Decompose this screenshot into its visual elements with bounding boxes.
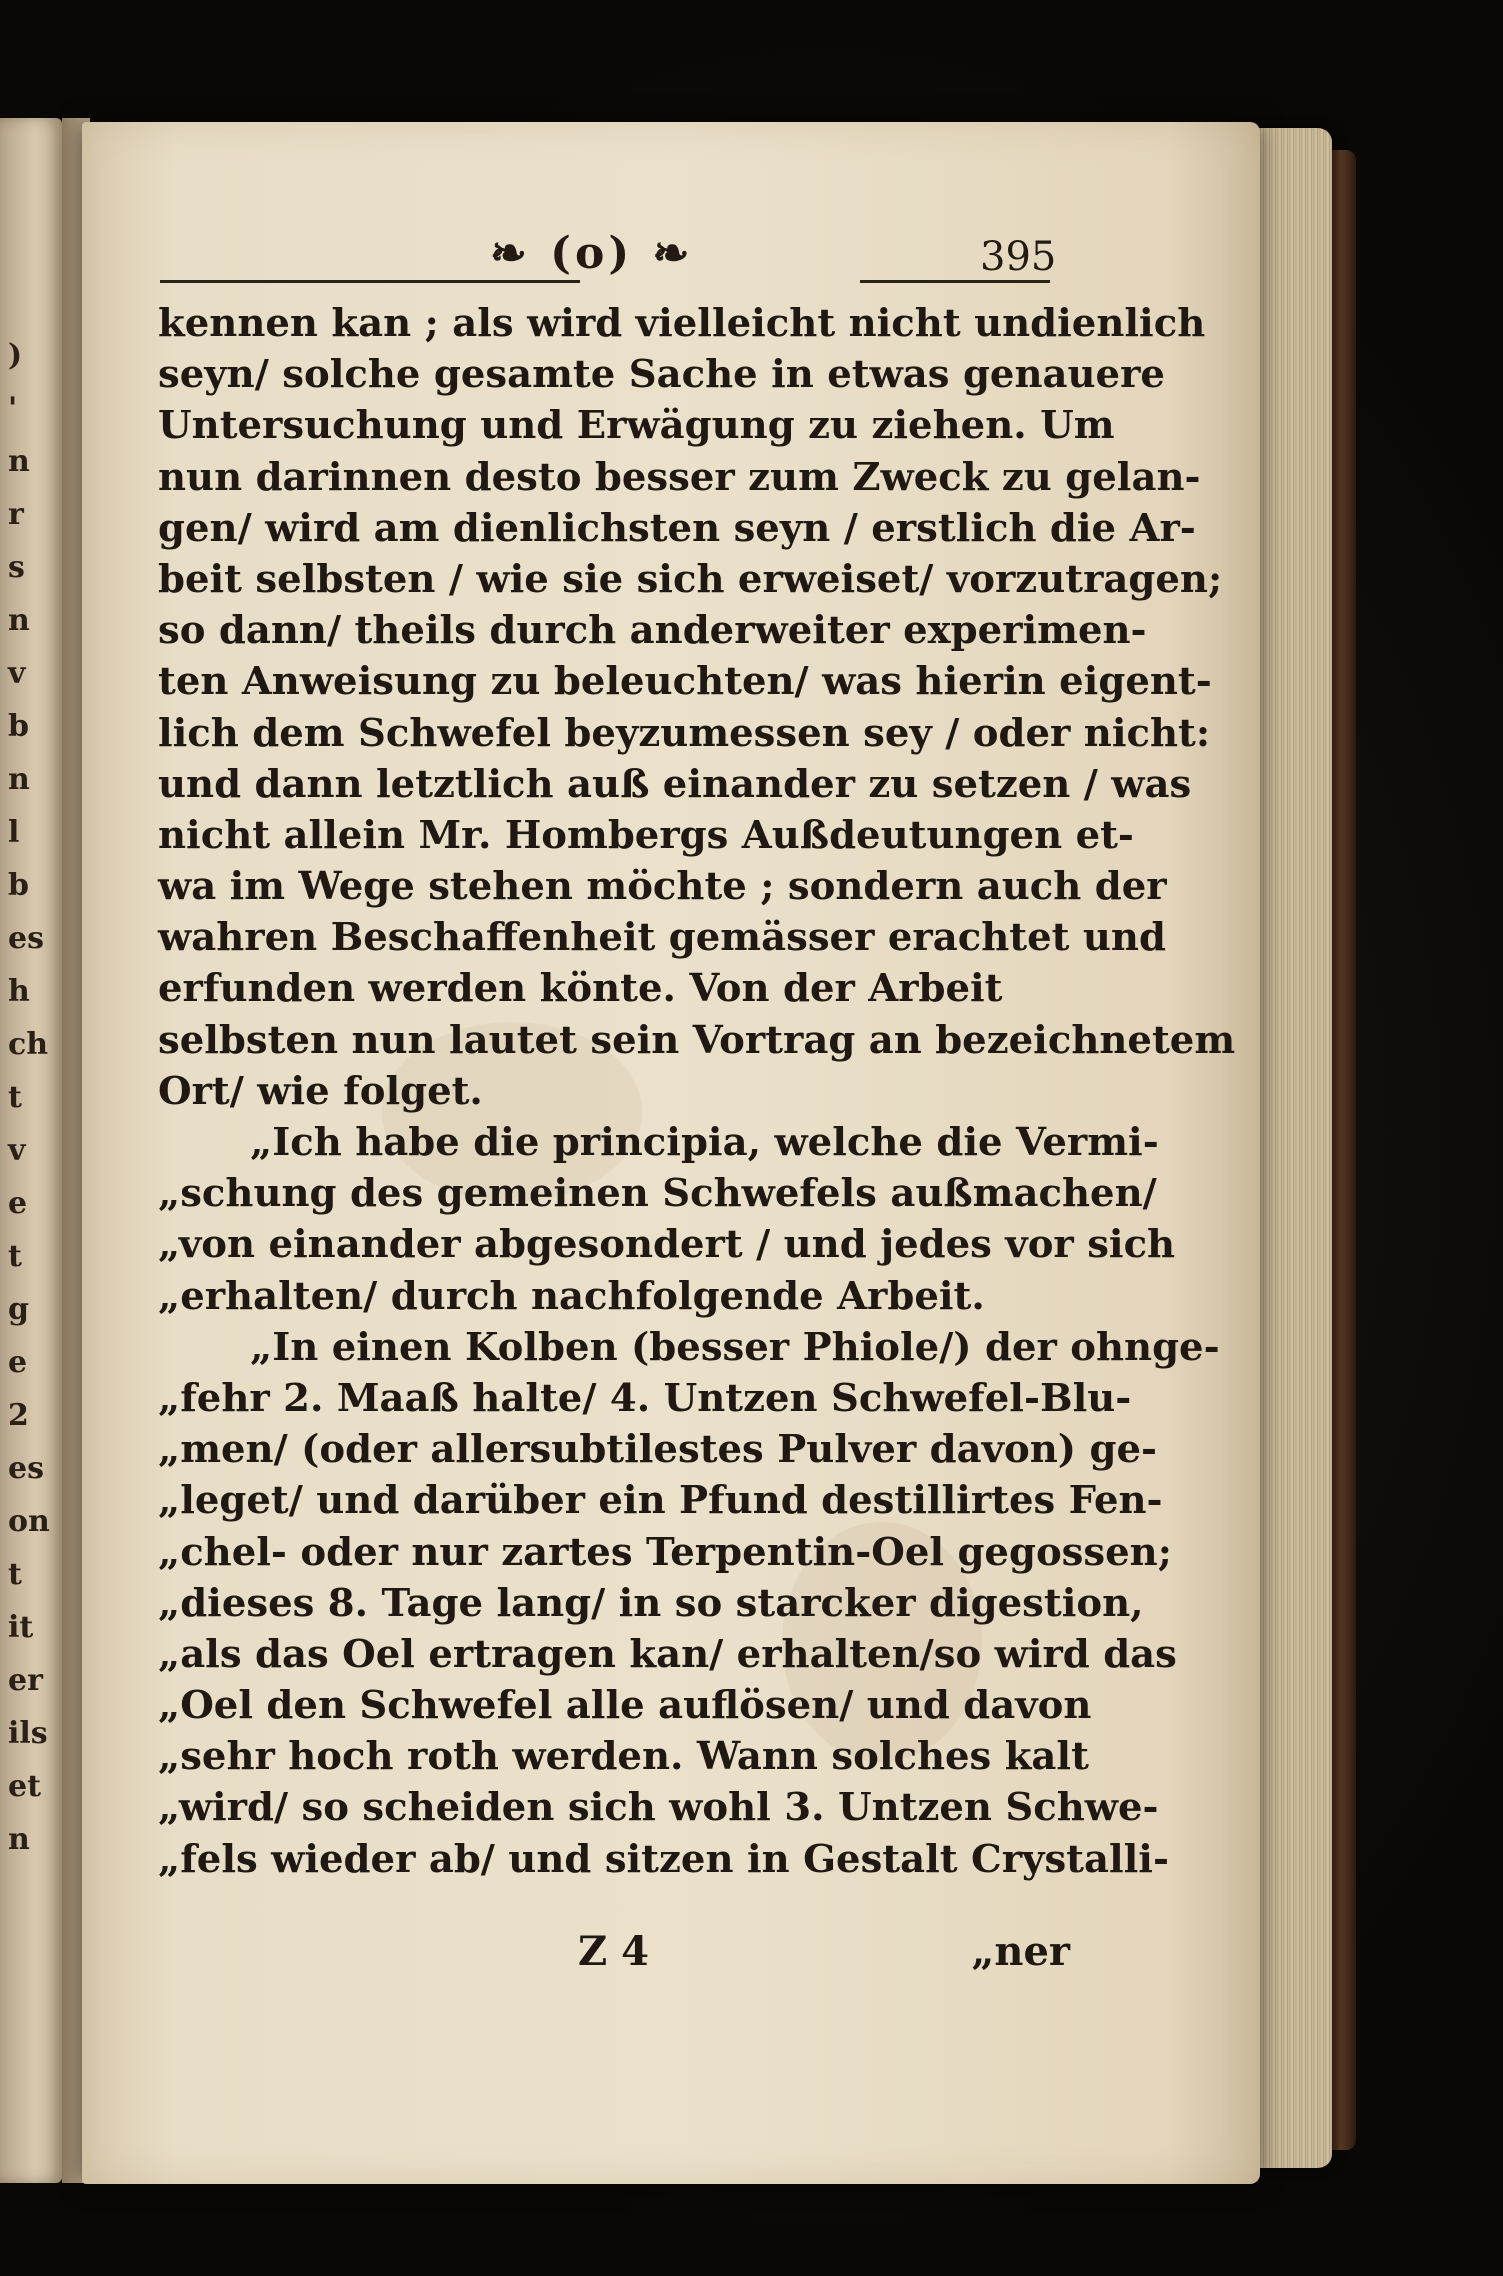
text-line: wa im Wege stehen möchte ; sondern auch der <box>158 864 1167 910</box>
previous-page-fragment: es <box>8 1451 44 1486</box>
previous-page-fragment: s <box>8 550 25 585</box>
previous-page-fragment: r <box>8 497 24 532</box>
catchword: „ner <box>971 1928 1070 1975</box>
text-line: wahren Beschaffenheit gemässer erachtet und <box>158 915 1166 961</box>
text-line: „wird/ so scheiden sich wohl 3. Untzen Schwe- <box>158 1785 1159 1831</box>
previous-page-fragment: n <box>8 762 30 797</box>
page-number: 395 <box>980 234 1057 280</box>
previous-page-fragment: ' <box>8 391 18 426</box>
text-line: Untersuchung und Erwägung zu ziehen. Um <box>158 403 1115 449</box>
previous-page-fragment: e <box>8 1186 28 1221</box>
previous-page-fragment: er <box>8 1663 43 1698</box>
previous-page-fragment: 2 <box>8 1398 29 1433</box>
text-line: seyn/ solche gesamte Sache in etwas genauere <box>158 352 1165 398</box>
text-line: „men/ (oder allersubtilestes Pulver davon) ge- <box>158 1427 1158 1473</box>
text-line: „chel- oder nur zartes Terpentin-Oel gegossen; <box>158 1529 1172 1575</box>
text-line: Ort/ wie folget. <box>158 1068 483 1114</box>
page-footer <box>158 1928 1070 1984</box>
text-line: „fehr 2. Maaß halte/ 4. Untzen Schwefel-Blu- <box>158 1375 1132 1421</box>
previous-page-fragment: v <box>8 656 26 691</box>
text-line: „Ich habe die principia, welche die Vermi- <box>250 1120 1159 1165</box>
header-rule <box>160 280 580 283</box>
previous-page-fragment: n <box>8 444 30 479</box>
previous-page-fragment: v <box>8 1133 26 1168</box>
text-line: kennen kan ; als wird vielleicht nicht undienlich <box>158 301 1206 346</box>
signature-mark: Z 4 <box>578 1928 649 1975</box>
text-line: „sehr hoch roth werden. Wann solches kalt <box>158 1734 1089 1780</box>
text-line: gen/ wird am dienlichsten seyn / erstlich die Ar- <box>158 505 1196 551</box>
text-line: „dieses 8. Tage lang/ in so starcker digestion, <box>158 1580 1144 1626</box>
previous-page-fragment: n <box>8 603 30 638</box>
previous-page-fragment: e <box>8 1345 28 1380</box>
text-line: ten Anweisung zu beleuchten/ was hierin eigent- <box>158 659 1212 705</box>
previous-page-fragment: t <box>8 1080 22 1115</box>
previous-page-fragment: t <box>8 1557 22 1592</box>
text-line: erfunden werden könte. Von der Arbeit <box>158 966 1003 1012</box>
text-line: beit selbsten / wie sie sich erweiset/ vorzutragen; <box>158 556 1223 602</box>
text-line: und dann letztlich auß einander zu setzen / was <box>158 761 1192 807</box>
text-line: „erhalten/ durch nachfolgende Arbeit. <box>158 1273 985 1319</box>
page-body-text <box>158 298 1236 1885</box>
previous-page-fragment: es <box>8 921 44 956</box>
text-line: selbsten nun lautet sein Vortrag an bezeichnetem <box>158 1017 1236 1063</box>
previous-page-fragment: ils <box>8 1716 48 1751</box>
text-line: lich dem Schwefel beyzumessen sey / oder nicht: <box>158 710 1211 756</box>
page-header <box>160 228 1060 288</box>
previous-page-fragment: t <box>8 1239 22 1274</box>
text-line: „leget/ und darüber ein Pfund destillirtes Fen- <box>158 1478 1163 1524</box>
previous-page-fragment: on <box>8 1504 50 1539</box>
header-rule <box>860 280 1050 283</box>
text-line: „fels wieder ab/ und sitzen in Gestalt Crystalli- <box>158 1836 1169 1882</box>
previous-page-fragment: it <box>8 1610 34 1645</box>
text-line: „von einander abgesondert / und jedes vor sich <box>158 1222 1176 1268</box>
previous-page-fragment: et <box>8 1769 41 1804</box>
header-ornament: ❧ (o) ❧ <box>490 228 694 279</box>
previous-page-fragment: g <box>8 1292 29 1327</box>
text-line: „In einen Kolben (besser Phiole/) der ohnge- <box>250 1324 1220 1370</box>
text-line: „schung des gemeinen Schwefels außmachen/ <box>158 1171 1157 1217</box>
text-line: so dann/ theils durch anderweiter experimen- <box>158 608 1147 654</box>
previous-page-fragment: b <box>8 709 29 744</box>
text-line: nicht allein Mr. Hombergs Außdeutungen et- <box>158 812 1134 858</box>
text-line: „als das Oel ertragen kan/ erhalten/so wird das <box>158 1631 1177 1677</box>
previous-page-fragment: h <box>8 974 30 1009</box>
previous-page-fragment: b <box>8 868 29 903</box>
text-line: nun darinnen desto besser zum Zweck zu gelan- <box>158 454 1201 500</box>
previous-page-edge <box>0 118 62 2183</box>
text-line: „Oel den Schwefel alle auflösen/ und davon <box>158 1683 1092 1729</box>
previous-page-fragment: n <box>8 1822 30 1857</box>
previous-page-fragment: ) <box>8 338 23 373</box>
previous-page-fragment: l <box>8 815 20 850</box>
previous-page-fragment: ch <box>8 1027 49 1062</box>
